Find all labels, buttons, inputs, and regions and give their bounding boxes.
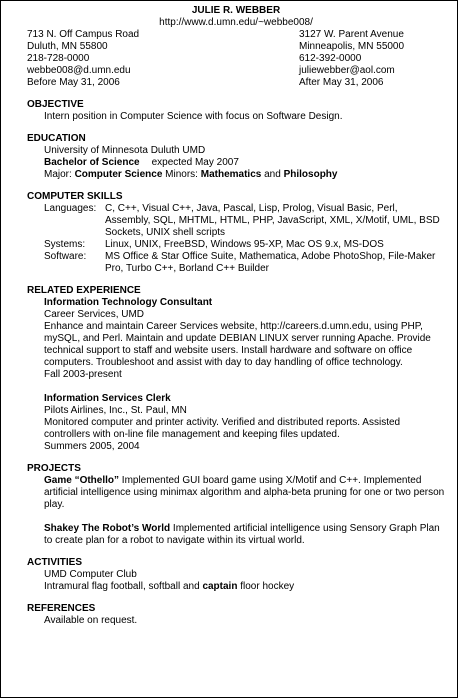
degree: Bachelor of Science — [44, 157, 140, 168]
expected-date: expected May 2007 — [151, 157, 239, 168]
references-section — [27, 603, 445, 627]
minor: Philosophy — [283, 169, 338, 180]
job-role: Information Technology Consultant — [44, 297, 213, 308]
minor: Mathematics — [200, 169, 262, 180]
job-role: Information Services Clerk — [44, 393, 171, 404]
references-text: Available on request. — [44, 615, 138, 626]
minors-label: Minors: — [165, 169, 198, 180]
project-name: Shakey The Robot’s World — [44, 523, 171, 534]
degree-line — [27, 157, 445, 169]
section-title: EDUCATION — [27, 133, 86, 144]
objective-text: Intern position in Computer Science with focus on Software Design. — [44, 111, 343, 122]
contact-right — [299, 29, 445, 89]
software-list: MS Office & Star Office Suite, Mathematica, Adobe PhotoShop, File-Maker Pro, Turbo C++, Borland C++ Builder — [105, 251, 436, 274]
email: juliewebber@aol.com — [299, 65, 395, 76]
date-note: After May 31, 2006 — [299, 77, 384, 88]
city-line: Duluth, MN 55800 — [27, 41, 108, 52]
activity-item: UMD Computer Club — [44, 569, 137, 580]
skills-grid — [27, 203, 445, 275]
project-description: Implemented artificial intelligence using Sensory Graph Plan to create plan for a robot to navigate within its virtual world. — [44, 523, 440, 546]
project-entry — [27, 475, 445, 511]
section-title: PROJECTS — [27, 463, 81, 474]
phone: 218-728-0000 — [27, 53, 90, 64]
activity-text: floor hockey — [237, 581, 295, 592]
software-label: Software: — [44, 251, 87, 262]
phone: 612-392-0000 — [299, 53, 362, 64]
job-description: Enhance and maintain Career Services website, http://careers.d.umn.edu, using PHP, mySQL, and Perl. Maintain and update DEBIAN LINUX server running Apache. Provide technical support to staff and website users. Install hardware and software on office computers. Troubleshoot and assist with day to day handling of office technology. — [44, 321, 431, 368]
major-label: Major: — [44, 169, 72, 180]
job-org: Career Services, UMD — [44, 309, 145, 320]
job-dates: Summers 2005, 2004 — [44, 441, 140, 452]
section-title: COMPUTER SKILLS — [27, 191, 123, 202]
major-line — [27, 169, 445, 181]
city-line: Minneapolis, MN 55000 — [299, 41, 405, 52]
contact-block — [27, 29, 445, 89]
languages-label: Languages: — [44, 203, 97, 214]
section-title: OBJECTIVE — [27, 99, 84, 110]
systems-list: Linux, UNIX, FreeBSD, Windows 95-XP, Mac OS 9.x, MS-DOS — [105, 239, 384, 250]
project-description: Implemented GUI board game using X/Motif and C++. Implemented artificial intelligence using minimax algorithm and alpha-beta pruning for one or two person play. — [44, 475, 445, 510]
activities-section — [27, 557, 445, 593]
address-line: 713 N. Off Campus Road — [27, 29, 140, 40]
section-title: RELATED EXPERIENCE — [27, 285, 141, 296]
address-line: 3127 W. Parent Avenue — [299, 29, 404, 40]
section-title: REFERENCES — [27, 603, 96, 614]
job-entry — [27, 297, 445, 381]
languages-list: C, C++, Visual C++, Java, Pascal, Lisp, Prolog, Visual Basic, Perl, Assembly, SQL, MHTML, HTML, PHP, JavaScript, XML, X/Motif, UML, BSD Sockets, UNIX shell scripts — [105, 203, 440, 238]
section-title: ACTIVITIES — [27, 557, 83, 568]
experience-section — [27, 285, 445, 453]
major: Computer Science — [74, 169, 163, 180]
systems-label: Systems: — [44, 239, 86, 250]
job-dates: Fall 2003-present — [44, 369, 122, 380]
activity-item — [27, 581, 445, 593]
resume-name: JULIE R. WEBBER — [191, 5, 281, 16]
email: webbe008@d.umn.edu — [27, 65, 131, 76]
homepage-url: http://www.d.umn.edu/~webbe008/ — [159, 17, 313, 28]
project-entry — [27, 523, 445, 547]
date-note: Before May 31, 2006 — [27, 77, 120, 88]
job-entry — [27, 393, 445, 453]
contact-left — [27, 29, 139, 89]
objective-section — [27, 99, 445, 123]
skills-section — [27, 191, 445, 275]
activity-text: Intramural flag football, softball and — [44, 581, 203, 592]
job-org: Pilots Airlines, Inc., St. Paul, MN — [44, 405, 187, 416]
job-description: Monitored computer and printer activity. Verified and distributed reports. Assisted controllers with on-line file management and keeping files updated. — [44, 417, 401, 440]
activity-emphasis: captain — [202, 581, 238, 592]
education-section — [27, 133, 445, 181]
project-name: Game “Othello” — [44, 475, 120, 486]
projects-section — [27, 463, 445, 547]
school: University of Minnesota Duluth UMD — [44, 145, 206, 156]
conjunction: and — [264, 169, 281, 180]
